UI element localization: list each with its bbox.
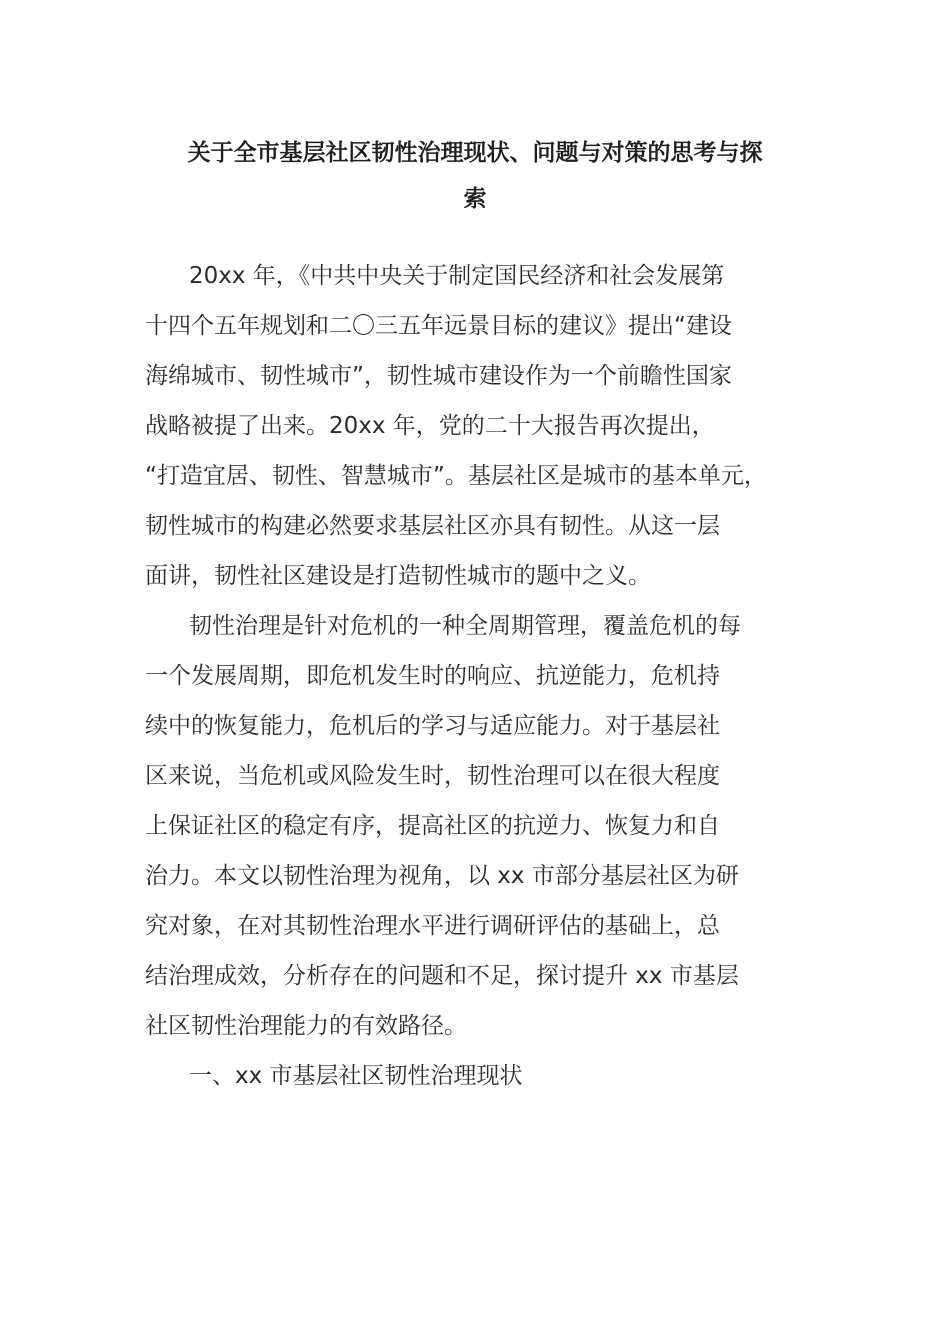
paragraph-line: 社区韧性治理能力的有效路径。 <box>145 1013 467 1039</box>
paragraph-line: 治力。本文以韧性治理为视角，以 xx 市部分基层社区为研 <box>145 863 739 889</box>
section-heading-text: 一、xx 市基层社区韧性治理现状 <box>189 1063 523 1089</box>
paragraph-line: 区来说，当危机或风险发生时，韧性治理可以在很大程度 <box>145 763 720 789</box>
title-line-2: 索 <box>463 186 487 212</box>
paragraph-line: 韧性治理是针对危机的一种全周期管理，覆盖危机的每 <box>189 613 741 639</box>
paragraph-line: 战略被提了出来。20xx 年，党的二十大报告再次提出， <box>145 413 715 439</box>
paragraph-line: 上保证社区的稳定有序，提高社区的抗逆力、恢复力和自 <box>145 813 720 839</box>
paragraph-1 <box>145 251 835 601</box>
paragraph-line: 海绵城市、韧性城市”，韧性城市建设作为一个前瞻性国家 <box>145 363 732 389</box>
section-heading-1 <box>145 1051 835 1101</box>
paragraph-line: 韧性城市的构建必然要求基层社区亦具有韧性。从这一层 <box>145 513 720 539</box>
paragraph-line: 究对象，在对其韧性治理水平进行调研评估的基础上，总 <box>145 913 720 939</box>
paragraph-line: 续中的恢复能力，危机后的学习与适应能力。对于基层社 <box>145 713 720 739</box>
paragraph-line: 结治理成效，分析存在的问题和不足，探讨提升 xx 市基层 <box>145 963 739 989</box>
document-title <box>140 130 810 222</box>
document-body <box>145 251 835 1101</box>
paragraph-2 <box>145 601 835 1051</box>
paragraph-line: 一个发展周期，即危机发生时的响应、抗逆能力，危机持 <box>145 663 720 689</box>
paragraph-line: “打造宜居、韧性、智慧城市”。基层社区是城市的基本单元， <box>145 463 767 489</box>
paragraph-line: 十四个五年规划和二〇三五年远景目标的建议》提出“建设 <box>145 313 732 339</box>
paragraph-line: 20xx 年，《中共中央关于制定国民经济和社会发展第 <box>189 263 725 289</box>
paragraph-line: 面讲，韧性社区建设是打造韧性城市的题中之义。 <box>145 563 651 589</box>
title-line-1: 关于全市基层社区韧性治理现状、问题与对策的思考与探 <box>187 140 763 166</box>
